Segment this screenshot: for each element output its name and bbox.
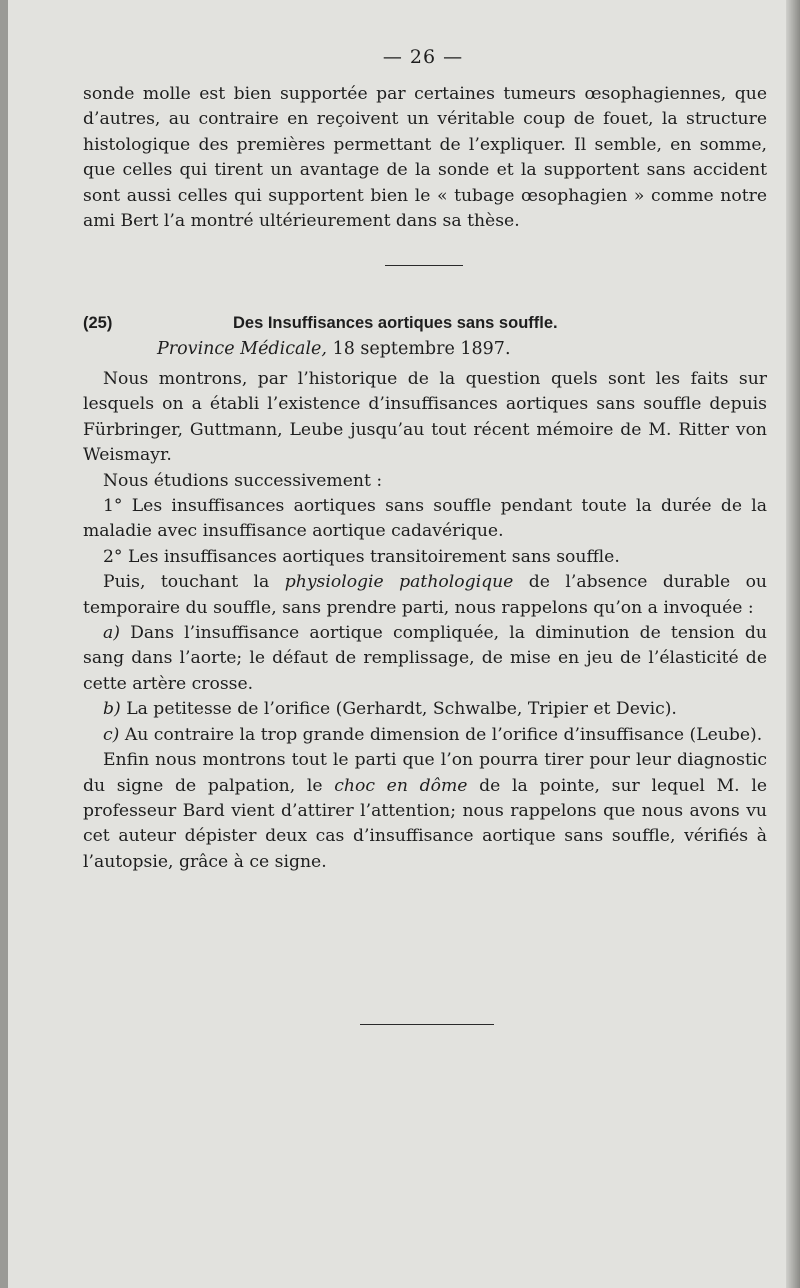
paragraph-intro: Nous montrons, par l’historique de la question quels sont les faits sur lesquels on a établi l’existence d’insuffisances aortiques sans souffle depuis Fürbringer, Guttmann, Leube jusqu’au tout récent mémoire de M. Ritter von Weismayr. bbox=[83, 369, 767, 466]
puis-emphasis: physiologie pathologique bbox=[284, 572, 514, 593]
paragraph-a bbox=[83, 621, 767, 697]
article-body bbox=[83, 367, 767, 875]
source-date: 18 septembre 1897. bbox=[332, 339, 511, 359]
article-source bbox=[157, 337, 757, 362]
paragraph-item-1: 1° Les insuffisances aortiques sans souffle pendant toute la durée de la maladie avec insuffisance aortique cadavérique. bbox=[83, 496, 767, 542]
b-text: La petitesse de l’orifice (Gerhardt, Schwalbe, Tripier et Devic). bbox=[126, 699, 677, 720]
c-label: c) bbox=[103, 724, 120, 745]
page-number: — 26 — bbox=[382, 46, 464, 68]
puis-text-b: de l’absence durable ou temporaire du souffle, sans prendre parti, nous rappelons qu’on a invoquée : bbox=[83, 572, 767, 618]
source-journal: Province Médicale, bbox=[157, 339, 327, 359]
paragraph-c bbox=[83, 723, 767, 748]
page-right-edge bbox=[786, 0, 800, 1288]
continuation-paragraph bbox=[83, 82, 767, 234]
enfin-emphasis: choc en dôme bbox=[334, 775, 468, 796]
enfin-text-a: Enfin nous montrons tout le parti que l’on pourra tirer pour leur diagnostic du signe de palpation, le bbox=[83, 750, 767, 796]
paragraph-puis bbox=[83, 570, 767, 621]
paragraph-enfin bbox=[83, 748, 767, 875]
a-text: Dans l’insuffisance aortique compliquée, la diminution de tension du sang dans l’aorte; le défaut de remplissage, de mise en jeu de l’élasticité de cette artère crosse. bbox=[83, 623, 767, 694]
paragraph-study: Nous étudions successivement : bbox=[103, 470, 383, 491]
article-number: (25) bbox=[83, 314, 113, 332]
paragraph-item-2: 2° Les insuffisances aortiques transitoirement sans souffle. bbox=[103, 546, 620, 567]
article-title: Des Insuffisances aortiques sans souffle. bbox=[233, 314, 558, 332]
puis-text-a: Puis, touchant la bbox=[103, 572, 270, 593]
c-text: Au contraire la trop grande dimension de l’orifice d’insuffisance (Leube). bbox=[124, 724, 763, 745]
continuation-text: sonde molle est bien supportée par certaines tumeurs œsophagiennes, que d’autres, au contraire en reçoivent un véritable coup de fouet, la structure histologique des premières permettant de l’expliquer. Il semble, en somme, que celles qui tirent un avantage de la sonde et la supportent sans accident sont aussi celles qui supportent bien le « tubage œsophagien » comme notre ami Bert l’a montré ultérieurement dans sa thèse. bbox=[83, 84, 767, 232]
enfin-text-b: de la pointe, sur lequel M. le professeur Bard vient d’attirer l’attention; nous rappelons que nous avons vu cet auteur dépister deux cas d’insuffisance aortique sans souffle, vérifiés à l’autopsie, grâce à ce signe. bbox=[83, 775, 768, 872]
page-left-edge bbox=[0, 0, 8, 1288]
section-divider-bottom bbox=[360, 1024, 494, 1025]
section-divider-top bbox=[385, 265, 463, 266]
b-label: b) bbox=[103, 699, 121, 720]
a-label: a) bbox=[103, 623, 120, 644]
paragraph-b bbox=[83, 697, 767, 722]
